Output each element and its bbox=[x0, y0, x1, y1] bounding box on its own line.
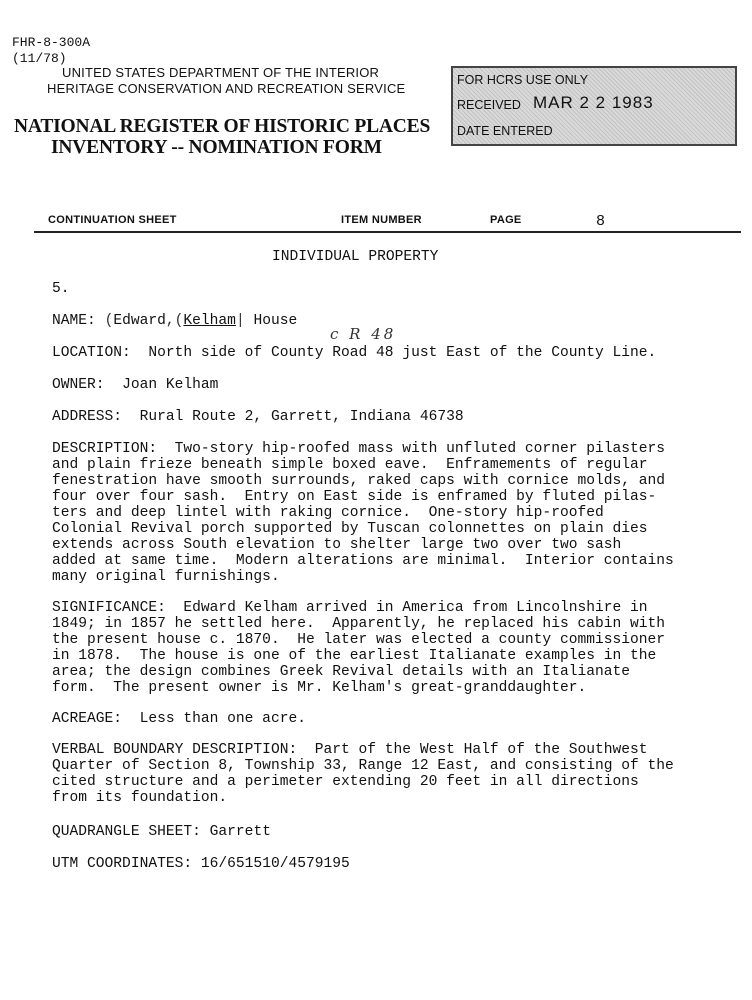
form-number: FHR-8-300A bbox=[12, 35, 91, 50]
boundary-line: Quarter of Section 8, Township 33, Range 12 East, and consisting of the bbox=[52, 758, 674, 774]
utm-label: UTM COORDINATES: bbox=[52, 856, 193, 872]
stamp-received-date: MAR 2 2 1983 bbox=[533, 93, 654, 112]
utm-value: 16/651510/4579195 bbox=[200, 856, 350, 872]
significance-paragraph bbox=[52, 600, 732, 696]
handwritten-bracket-icon: | bbox=[235, 313, 245, 329]
owner-value: Joan Kelham bbox=[122, 377, 219, 393]
description-line: many original furnishings. bbox=[52, 569, 280, 585]
location-field bbox=[52, 345, 656, 361]
acreage-value: Less than one acre. bbox=[139, 711, 306, 727]
stamp-heading: FOR HCRS USE ONLY bbox=[457, 73, 589, 87]
name-suffix: House bbox=[253, 313, 298, 329]
continuation-sheet-label: CONTINUATION SHEET bbox=[48, 214, 177, 226]
description-line: added at same time. Modern alterations are minimal. Interior contains bbox=[52, 553, 674, 569]
name-last: Kelham bbox=[183, 313, 236, 329]
stamp-received-label: RECEIVED bbox=[457, 98, 521, 112]
significance-line: SIGNIFICANCE: Edward Kelham arrived in America from Lincolnshire in bbox=[52, 600, 648, 616]
acreage-label: ACREAGE: bbox=[52, 711, 123, 727]
boundary-line: cited structure and a perimeter extending 20 feet in all directions bbox=[52, 774, 639, 790]
boundary-paragraph bbox=[52, 742, 732, 806]
address-field bbox=[52, 409, 464, 425]
description-line: ters and deep lintel with raking cornice. One-story hip-roofed bbox=[52, 505, 604, 521]
form-date: (11/78) bbox=[12, 51, 67, 66]
significance-line: the present house c. 1870. He later was elected a county commissioner bbox=[52, 632, 666, 648]
address-label: ADDRESS: bbox=[52, 409, 123, 425]
address-value: Rural Route 2, Garrett, Indiana 46738 bbox=[139, 409, 464, 425]
name-first: Edward bbox=[113, 313, 166, 329]
name-field bbox=[52, 313, 297, 329]
location-value: North side of County Road 48 just East of the County Line. bbox=[148, 345, 657, 361]
page-label: PAGE bbox=[490, 214, 522, 226]
description-line: and plain frieze beneath simple boxed eave. Enframements of regular bbox=[52, 457, 648, 473]
page-number: 8 bbox=[596, 213, 606, 230]
description-paragraph bbox=[52, 441, 732, 585]
handwritten-bracket-icon: ( bbox=[104, 313, 114, 329]
handwritten-note: c R 48 bbox=[330, 325, 397, 343]
quadrangle-field bbox=[52, 824, 271, 840]
owner-field bbox=[52, 377, 218, 393]
handwritten-bracket-icon: ,( bbox=[165, 313, 184, 329]
acreage-field bbox=[52, 711, 306, 727]
location-label: LOCATION: bbox=[52, 345, 131, 361]
agency-line-2: HERITAGE CONSERVATION AND RECREATION SERVICE bbox=[47, 81, 406, 96]
significance-line: form. The present owner is Mr. Kelham's great-granddaughter. bbox=[52, 680, 587, 696]
header-rule bbox=[34, 231, 741, 233]
stamp-date-entered-label: DATE ENTERED bbox=[457, 124, 553, 138]
agency-line-1: UNITED STATES DEPARTMENT OF THE INTERIOR bbox=[62, 65, 380, 80]
significance-line: in 1878. The house is one of the earliest Italianate examples in the bbox=[52, 648, 657, 664]
name-label: NAME: bbox=[52, 313, 96, 329]
entry-number: 5. bbox=[52, 281, 70, 297]
description-line: extends across South elevation to shelter large two over two sash bbox=[52, 537, 622, 553]
description-line: Colonial Revival porch supported by Tuscan colonnettes on plain dies bbox=[52, 521, 648, 537]
significance-line: 1849; in 1857 he settled here. Apparently, he replaced his cabin with bbox=[52, 616, 666, 632]
form-title-line-2: INVENTORY -- NOMINATION FORM bbox=[51, 137, 382, 158]
owner-label: OWNER: bbox=[52, 377, 105, 393]
significance-line: area; the design combines Greek Revival details with an Italianate bbox=[52, 664, 631, 680]
description-line: fenestration have smooth surrounds, raked caps with cornice molds, and bbox=[52, 473, 666, 489]
item-number-label: ITEM NUMBER bbox=[341, 214, 422, 226]
utm-field bbox=[52, 856, 350, 872]
description-line: DESCRIPTION: Two-story hip-roofed mass with unfluted corner pilasters bbox=[52, 441, 666, 457]
quadrangle-label: QUADRANGLE SHEET: bbox=[52, 824, 201, 840]
hcrs-use-stamp bbox=[451, 66, 737, 146]
section-heading: INDIVIDUAL PROPERTY bbox=[272, 249, 439, 265]
boundary-line: from its foundation. bbox=[52, 790, 228, 806]
description-line: four over four sash. Entry on East side is enframed by fluted pilas- bbox=[52, 489, 657, 505]
form-title-line-1: NATIONAL REGISTER OF HISTORIC PLACES bbox=[14, 116, 431, 137]
quadrangle-value: Garrett bbox=[209, 824, 271, 840]
boundary-line: VERBAL BOUNDARY DESCRIPTION: Part of the West Half of the Southwest bbox=[52, 742, 648, 758]
